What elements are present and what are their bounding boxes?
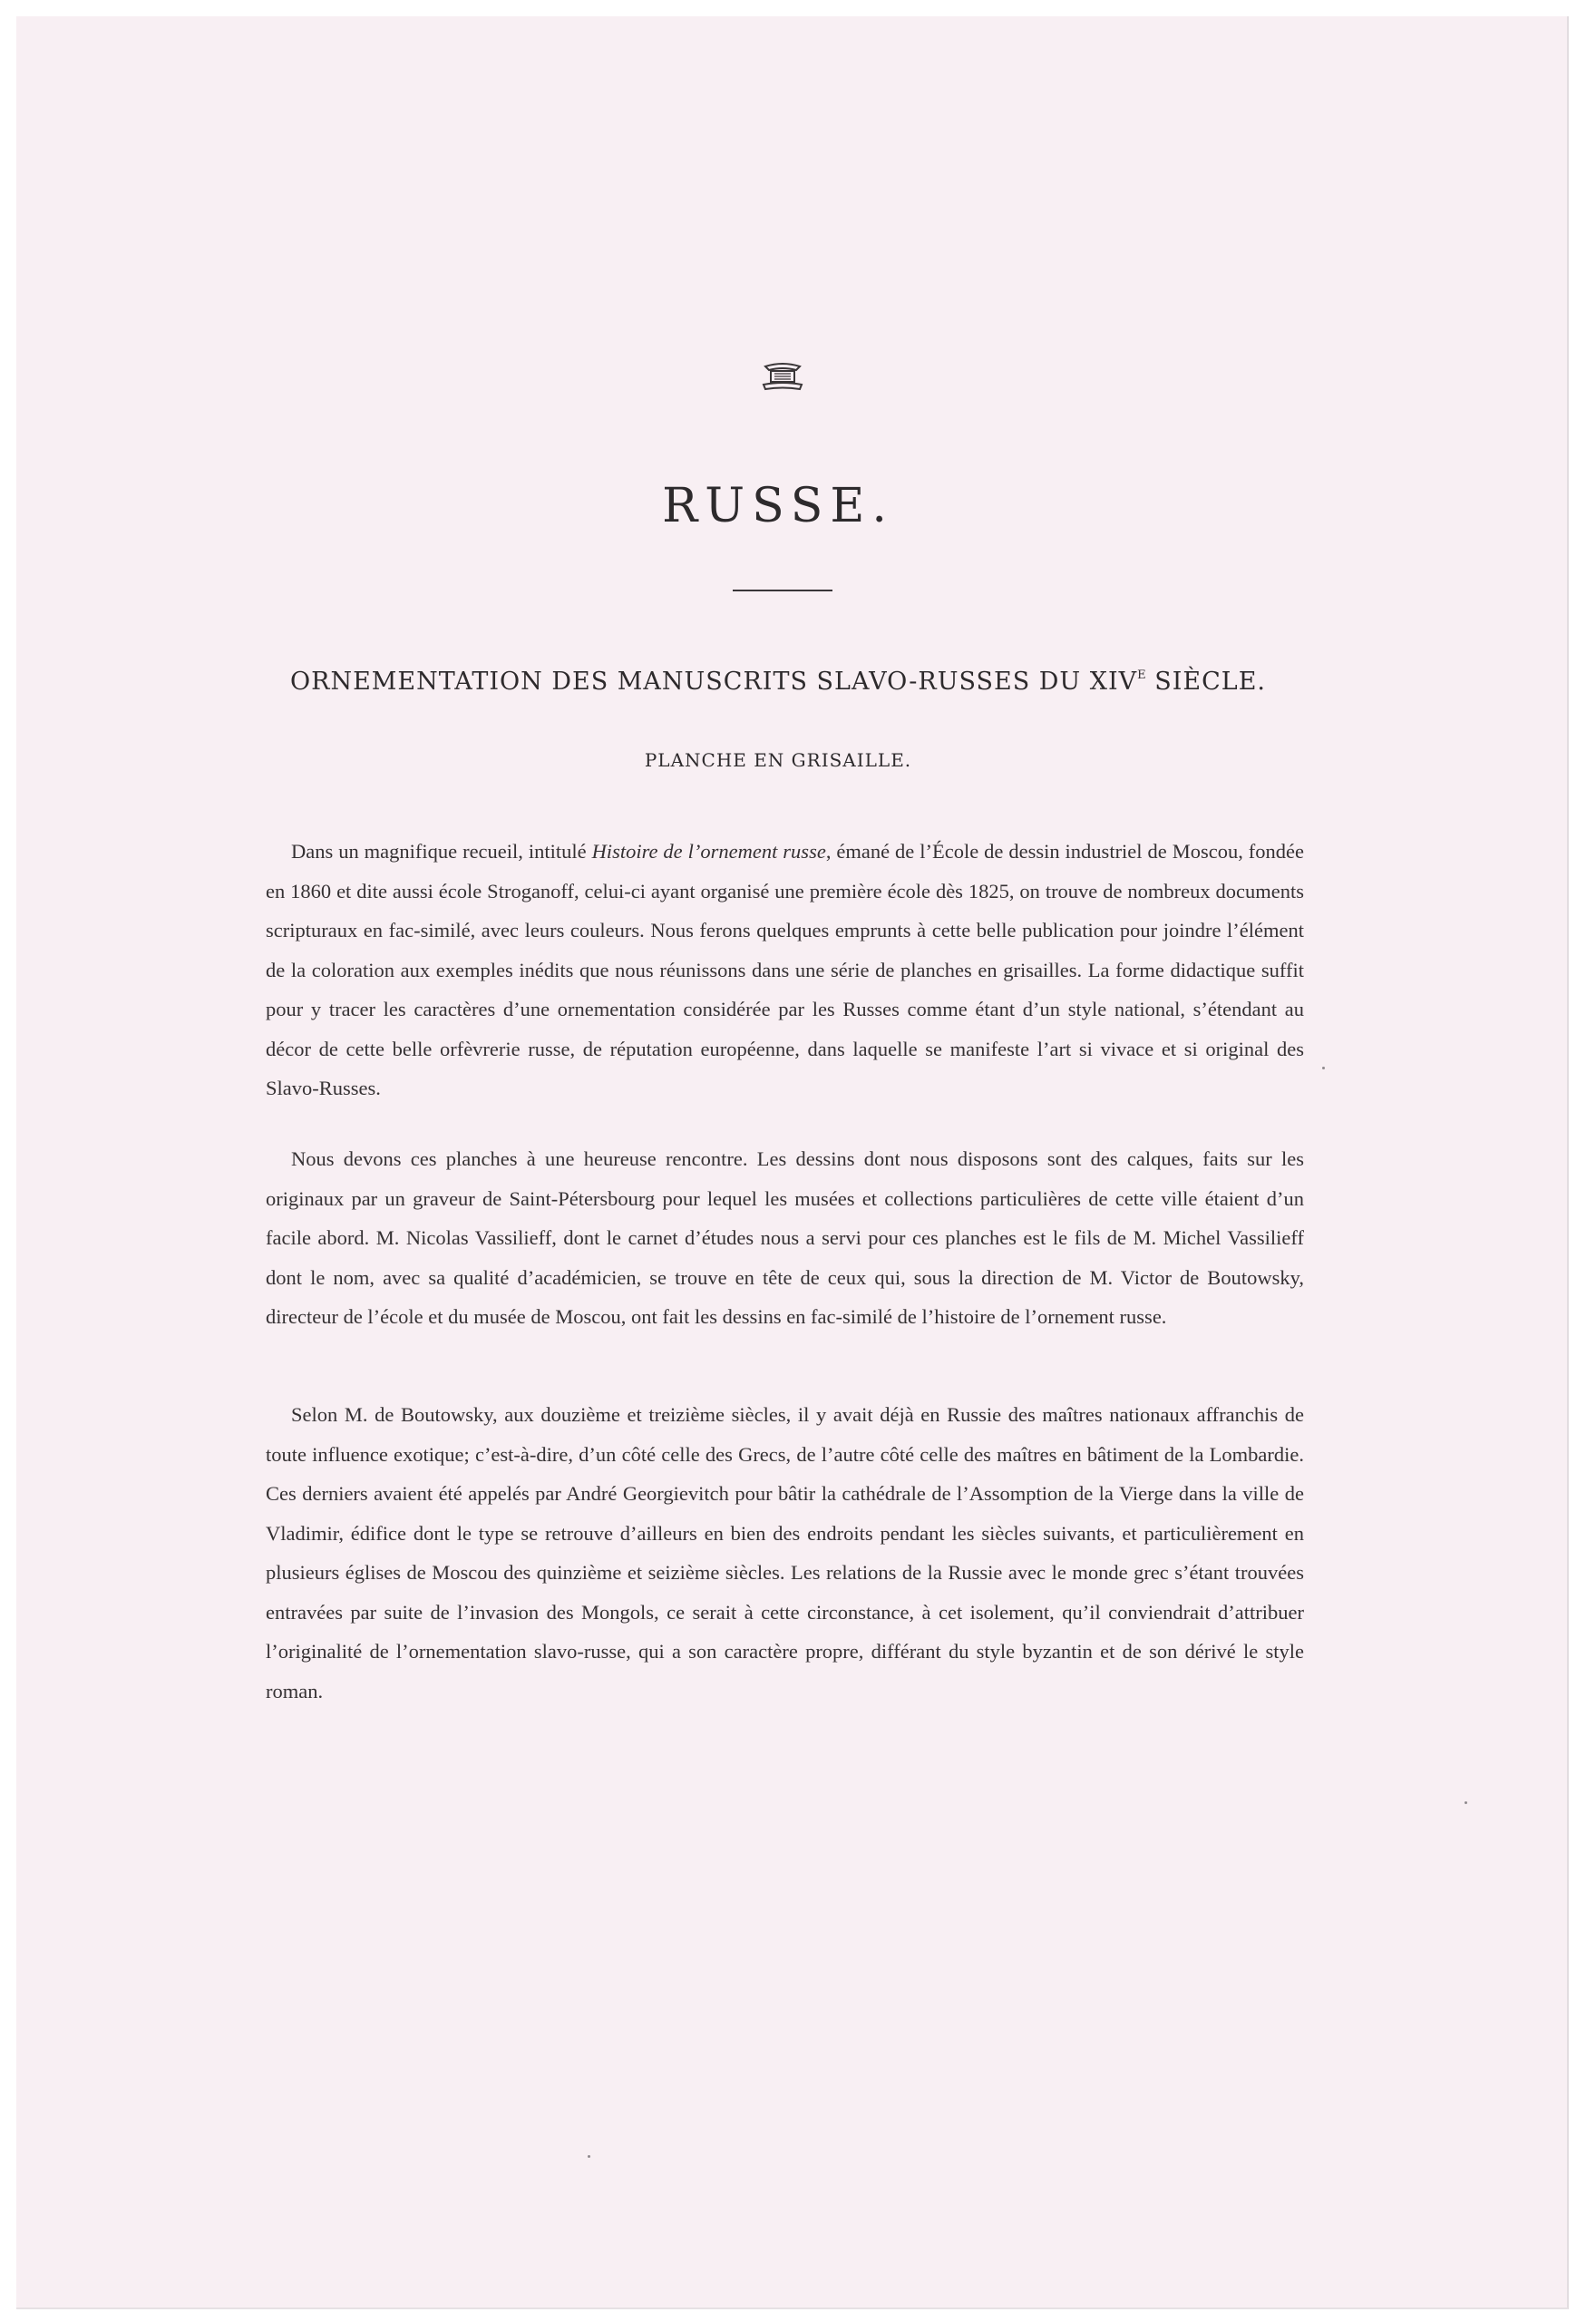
subtitle-superscript: E bbox=[1137, 668, 1146, 682]
title-divider bbox=[733, 590, 832, 591]
paper-speck bbox=[1465, 1801, 1467, 1804]
plate-label: PLANCHE EN GRISAILLE. bbox=[644, 749, 912, 771]
paper-speck bbox=[1322, 1067, 1325, 1069]
paragraph-1 bbox=[266, 832, 1304, 1108]
book-title-italic: Histoire de l’ornement russe bbox=[591, 840, 826, 863]
document-page bbox=[16, 16, 1569, 2309]
section-subtitle bbox=[16, 668, 1540, 696]
page-title: RUSSE. bbox=[662, 479, 894, 533]
subtitle-main: ORNEMENTATION DES MANUSCRITS SLAVO-RUSSES DU XIV bbox=[289, 668, 1138, 696]
subtitle-tail: SIÈCLE. bbox=[1145, 668, 1266, 696]
paragraph-1-before: Dans un magnifique recueil, intitulé bbox=[291, 840, 592, 863]
paragraph-1-after: , émané de l’École de dessin industriel de Moscou, fondée en 1860 et dite aussi école Stroganoff, celui-ci ayant organisé une première école dès 1825, on trouve de nombreux documents scripturaux en fac-similé, avec leurs couleurs. Nous ferons quelques emprunts à cette belle publication pour joindre l’élément de la coloration aux exemples inédits que nous réunissons dans une série de planches en grisailles. La forme didactique suffit pour y tracer les caractères d’une ornementation considérée par les Russes comme étant d’un style national, s’étendant au décor de cette belle orfèvrerie russe, de réputation européenne, dans laquelle se manifeste l’art si vivace et si original des Slavo-Russes. bbox=[266, 840, 1304, 1099]
ornamental-vignette-icon bbox=[760, 361, 805, 394]
paragraph-2: Nous devons ces planches à une heureuse rencontre. Les dessins dont nous disposons sont des calques, faits sur les originaux par un graveur de Saint-Pétersbourg pour lequel les musées et collections particulières de cette ville étaient d’un facile abord. M. Nicolas Vassilieff, dont le carnet d’études nous a servi pour ces planches est le fils de M. Michel Vassilieff dont le nom, avec sa qualité d’académicien, se trouve en tête de ceux qui, sous la direction de M. Victor de Boutowsky, directeur de l’école et du musée de Moscou, ont fait les dessins en fac-similé de l’histoire de l’ornement russe. bbox=[266, 1147, 1304, 1328]
paper-speck bbox=[588, 2155, 590, 2158]
paragraph-3: Selon M. de Boutowsky, aux douzième et treizième siècles, il y avait déjà en Russie des maîtres nationaux affranchis de toute influence exotique; c’est-à-dire, d’un côté celle des Grecs, de l’autre côté celle des maîtres en bâtiment de la Lombardie. Ces derniers avaient été appelés par André Georgievitch pour bâtir la cathédrale de l’Assomption de la Vierge dans la ville de Vladimir, édifice dont le type se retrouve d’ailleurs en bien des endroits pendant les siècles suivants, et particulièrement en plusieurs églises de Moscou des quinzième et seizième siècles. Les relations de la Russie avec le monde grec s’étant trouvées entravées par suite de l’invasion des Mongols, ce serait à cette circonstance, à cet isolement, qu’il conviendrait d’attribuer l’originalité de l’ornementation slavo-russe, qui a son caractère propre, différant du style byzantin et de son dérivé le style roman. bbox=[266, 1403, 1304, 1702]
